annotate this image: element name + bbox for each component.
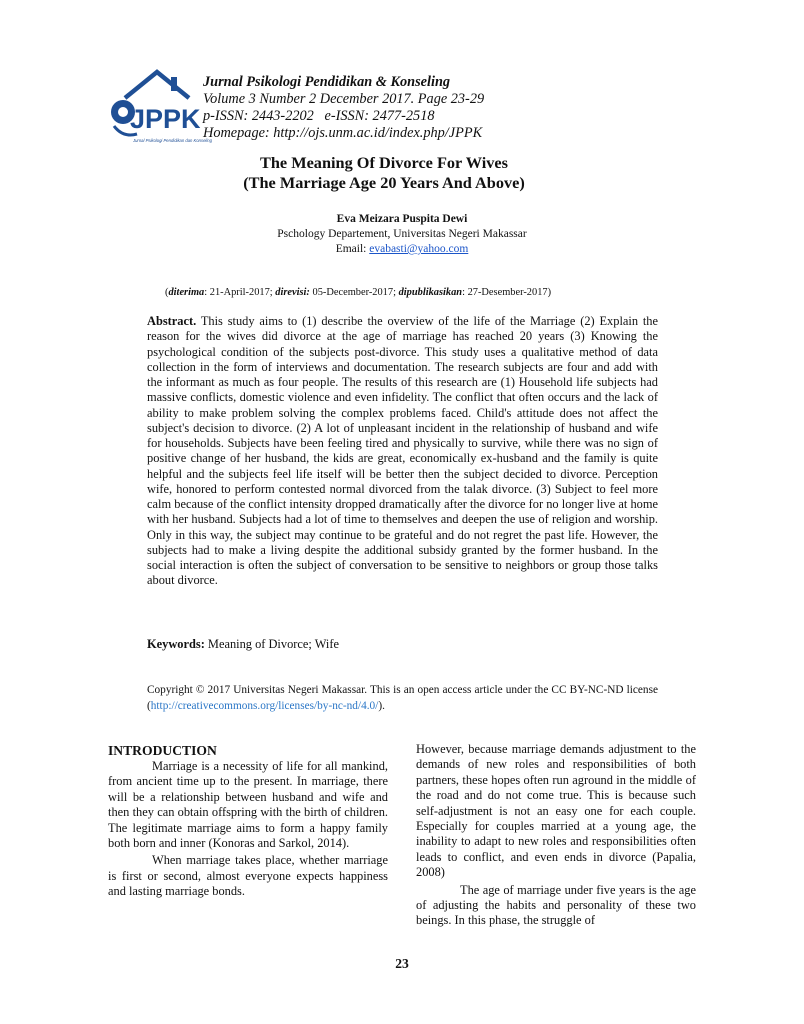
copyright-text: Copyright © 2017 Universitas Negeri Makassar. This is an open access article under the CC BY-NC-ND license ( — [147, 684, 658, 712]
page-number: 23 — [395, 956, 409, 971]
keywords-text: Meaning of Divorce; Wife — [204, 637, 339, 651]
author-block — [0, 212, 804, 257]
author-name: Eva Meizara Puspita Dewi — [336, 213, 468, 225]
title-line-2: (The Marriage Age 20 Years And Above) — [243, 173, 525, 192]
abstract-label: Abstract. — [147, 314, 197, 328]
revised-date: 05-December-2017; — [309, 287, 399, 298]
author-affiliation: Pschology Departement, Universitas Negeri Makassar — [277, 228, 527, 240]
keywords-label: Keywords: — [147, 637, 205, 651]
email-label: Email: — [335, 243, 370, 255]
journal-homepage: Homepage: http://ojs.unm.ac.id/index.php/JPPK — [203, 125, 483, 141]
license-link[interactable]: http://creativecommons.org/licenses/by-nc-nd/4.0/ — [150, 699, 379, 712]
dates-open: ( — [165, 287, 169, 298]
title-line-1: The Meaning Of Divorce For Wives — [260, 153, 508, 172]
revised-label: direvisi: — [275, 287, 310, 298]
published-label: dipublikasikan — [398, 287, 463, 298]
intro-paragraph-1: Marriage is a necessity of life for all mankind, from ancient time up to the present. In marriage, there will be a relationship between husband and wife and then they can obtain offspring with the birth of children. The legitimate marriage aims to form a happy family both born and inner (Konoras and Sarkol, 2014). — [108, 759, 388, 851]
article-dates — [165, 287, 551, 298]
copyright-end: ). — [378, 699, 385, 712]
intro-paragraph-4: The age of marriage under five years is the age of adjusting the habits and personality of these two beings. In this phase, the struggle of — [416, 882, 696, 928]
journal-header — [203, 74, 484, 142]
intro-paragraph-3: However, because marriage demands adjustment to the demands of new roles and responsibilities of both partners, these hopes often run aground in the middle of the road and do not come true. This is because such self-adjustment is not an easy one for each couple. Especially for couples married at a young age, the inability to adapt to new roles and responsibilities often leads to conflict, and even ends in divorce (Papalia, 2008) — [416, 742, 696, 880]
logo-text: JPPK — [130, 104, 201, 134]
keywords — [147, 637, 339, 652]
abstract-text: This study aims to (1) describe the overview of the life of the Marriage (2) Explain the reason for the wives did divorce at the age of marriage has reached 20 years (3) Knowing the psychological condition of the subjects post-divorce. This study uses a qualitative method of data collection in the form of interviews and documentation. The research subjects are four and add with the informant as much as four people. The results of this research are (1) Household life subjects had massive conflicts, domestic violence and even infidelity. The conflict that often occurs and the lack of ability to make problem solving the complex problems faced. Child's attitude does not affect the subject's decision to divorce. (2) A lot of unpleasant incident in the relationship of husband and wife for households. Subjects have been feeling tired and physically to survive, while there was no sign of positive change of her husband, the kids are great, economically ex-husband and the family is quite helpful and the subjects feel life itself will be better then the subject decided to divorce. Perception wife, honored to perform contested normal divorced from the talak divorce. (3) Subject to feel more calm because of the conflict intensity dropped dramatically after the divorce for no longer live at home with her husband. Subjects had a lot of time to themselves and deepen the use of religion and worship. Only in this way, the subject may continue to be grateful and do not regret the past life. However, the subjects had to make a living despite the additional subsidy granted by the former husband. In the social interaction is often the subject of conversation to be sensitive to neighbors or group those talks about divorce. — [147, 314, 658, 588]
intro-paragraph-2: When marriage takes place, whether marriage is first or second, almost everyone expects happiness and lasting marriage bonds. — [108, 853, 388, 899]
published-date: : 27-Desember-2017) — [462, 287, 552, 298]
received-date: : 21-April-2017; — [204, 287, 276, 298]
body-column-right — [416, 742, 696, 929]
received-label: diterima — [168, 287, 205, 298]
journal-name: Jurnal Psikologi Pendidikan & Konseling — [203, 74, 451, 90]
introduction-heading: INTRODUCTION — [108, 743, 217, 758]
abstract — [147, 314, 658, 589]
journal-issn: p-ISSN: 2443-2202 e-ISSN: 2477-2518 — [203, 108, 435, 124]
logo-tagline: Jurnal Psikologi Pendidikan dan Konseling — [133, 138, 212, 143]
article-title — [0, 153, 768, 193]
author-email-line — [0, 242, 804, 257]
journal-volume: Volume 3 Number 2 December 2017. Page 23-29 — [203, 91, 485, 107]
copyright-notice — [147, 683, 658, 714]
jppk-logo — [111, 68, 212, 150]
author-email-link[interactable]: evabasti@yahoo.com — [369, 243, 469, 255]
body-column-left — [108, 742, 388, 900]
